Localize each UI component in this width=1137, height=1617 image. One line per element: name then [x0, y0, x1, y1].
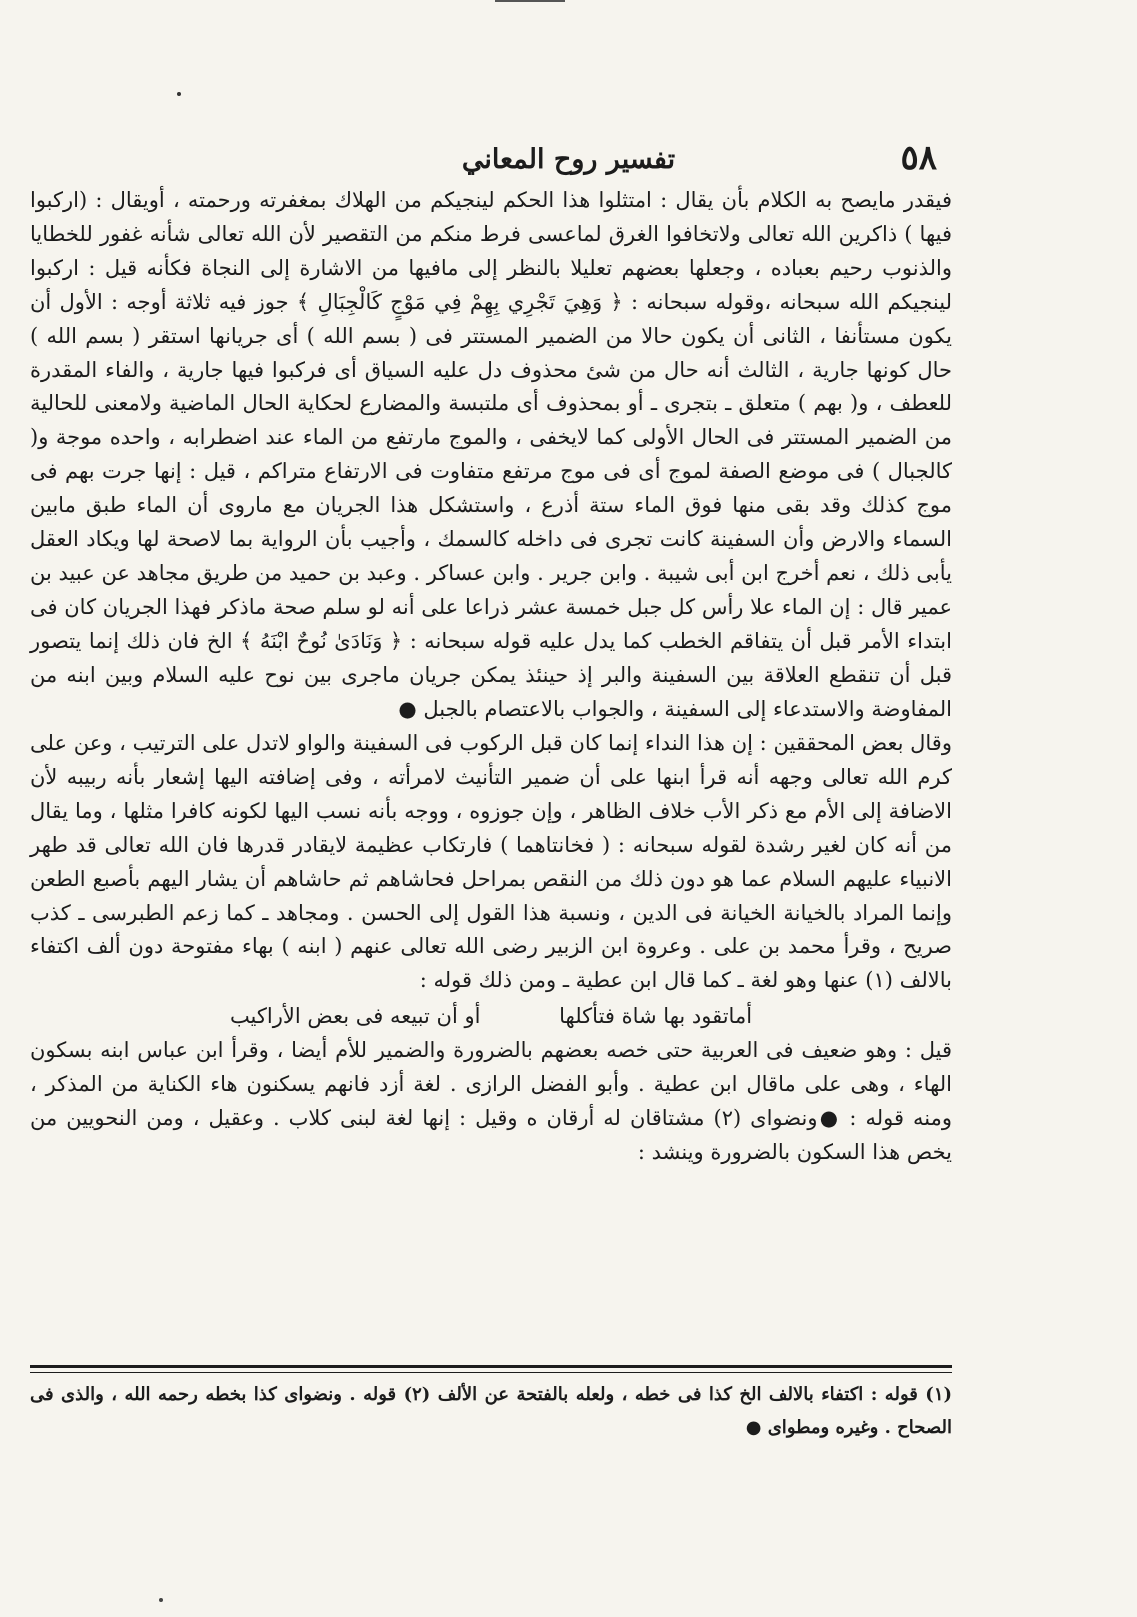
- footnote-separator-thin: [30, 1372, 952, 1373]
- body-paragraph-3: قيل : وهو ضعيف فى العربية حتى خصه بعضهم بالضرورة والضمير للأم أيضا ، وقرأ ابن عباس ابنه بسكون الهاء ، وهى على ماقال ابن عطية . وأبو الفضل الرازى . لغة أزد فانهم يسكنون هاء الكناية من المذكر ، ومنه قوله : ●ونضواى (٢) مشتاقان له أرقان ه وقيل : إنها لغة لبنى كلاب . وعقيل ، ومن النحويين من يخص هذا السكون بالضرورة وينشد :: [30, 1038, 952, 1164]
- footnote-separator-thick: [30, 1365, 952, 1368]
- page-speck: [159, 1598, 163, 1602]
- verse-hemistich-2: أو أن تبيعه فى بعض الأراكيب: [229, 1004, 481, 1029]
- verse-hemistich-1: أماتقود بها شاة فتأكلها: [559, 1004, 753, 1029]
- running-title: تفسير روح المعاني: [461, 144, 676, 175]
- verse-line: [30, 998, 952, 1034]
- page-number: ٥٨: [900, 138, 937, 178]
- body-paragraph-2: وقال بعض المحققين : إن هذا النداء إنما كان قبل الركوب فى السفينة والواو لاتدل على الترتيب ، وعن على كرم الله تعالى وجهه أنه قرأ ابنها على أن ضمير التأنيث لامرأته ، وفى إضافته اليها إشعار بأنه ربيبه لأن الاضافة إلى الأم مع ذكر الأب خلاف الظاهر ، وإن جوزوه ، ووجه بأنه نسب اليها لكونه كافرا مثلها ، وما يقال من أنه كان لغير رشدة لقوله سبحانه : ( فخانتاهما ) فارتكاب عظيمة لايقادر قدرها فان الله تعالى قد طهر الانبياء عليهم السلام عما هو دون ذلك من النقص بمراحل فحاشاهم ثم حاشاهم أن يشار اليهم بأصبع الطعن وإنما المراد بالخيانة الخيانة فى الدين ، ونسبة هذا القول إلى الحسن . ومجاهد ـ كما زعم الطبرسى ـ كذب صريح ، وقرأ محمد بن على . وعروة ابن الزبير رضى الله تعالى عنهم ( ابنه ) بهاء مفتوحة دون ألف اكتفاء بالالف (١) عنها وهو لغة ـ كما قال ابن عطية ـ ومن ذلك قوله :: [30, 731, 952, 993]
- body-flow: [30, 727, 952, 1170]
- footnote: (١) قوله : اكتفاء بالالف الخ كذا فى خطه ، ولعله بالفتحة عن الألف (٢) قوله . ونضواى كذا بخطه رحمه الله ، والذى فى الصحاح . وغيره ومطواى ●: [30, 1384, 953, 1438]
- top-decorative-rule: [495, 0, 565, 2]
- body-paragraph-1: فيقدر مايصح به الكلام بأن يقال : امتثلوا هذا الحكم لينجيكم من الهلاك بمغفرته ورحمته ، أويقال : (اركبوا فيها ) ذاكرين الله تعالى ولاتخافوا الغرق لماعسى فرط منكم من التقصير لأن الله تعالى شأنه غفور للخطايا والذنوب رحيم بعباده ، وجعلها بعضهم تعليلا بالنظر إلى مافيها من الاشارة إلى النجاة فكأنه قيل : اركبوا لينجيكم الله سبحانه ،وقوله سبحانه : ﴿ وَهِيَ تَجْرِي بِهِمْ فِي مَوْجٍ كَالْجِبَالِ ﴾ جوز فيه ثلاثة أوجه : الأول أن يكون مستأنفا ، الثانى أن يكون حالا من الضمير المستتر فى ( بسم الله ) أى جريانها استقر ( بسم الله ) حال كونها جارية ، الثالث أنه حال من شئ محذوف دل عليه السياق أى فركبوا فيها جارية ، والفاء المقدرة للعطف ، و( بهم ) متعلق ـ بتجرى ـ أو بمحذوف أى ملتبسة والمضارع لحكاية الحال الماضية ولامعنى للحالية من الضمير المستتر فى الحال الأولى كما لايخفى ، والموج مارتفع من الماء عند اضطرابه ، واحده موجة و( كالجبال ) فى موضع الصفة لموج أى فى موج مرتفع متفاوت فى الارتفاع متراكم ، قيل : إنها جرت بهم فى موج كذلك وقد بقى منها فوق الماء ستة أذرع ، واستشكل هذا الجريان مع ماروى أن الماء طبق مابين السماء والارض وأن السفينة كانت تجرى فى داخله كالسمك ، وأجيب بأن الرواية بما لاصحة لها ويكاد العقل يأبى ذلك ، نعم أخرج ابن أبى شيبة . وابن جرير . وابن عساكر . وعبد بن حميد من طريق مجاهد عن عبيد بن عمير قال : إن الماء علا رأس كل جبل خمسة عشر ذراعا على أنه لو سلم صحة ماذكر فهذا الجريان كان فى ابتداء الأمر قبل أن يتفاقم الخطب كما يدل عليه قوله سبحانه : ﴿ وَنَادَىٰ نُوحٌ ابْنَهُ ﴾ الخ فان ذلك إنما يتصور قبل أن تنقطع العلاقة بين السفينة والبر إذ حينئذ يمكن جريان ماجرى بين نوح عليه السلام وبين ابنه من المفاوضة والاستدعاء إلى السفينة ، والجواب بالاعتصام بالجبل ●: [30, 188, 952, 721]
- page-header: [30, 136, 1107, 182]
- page-speck: [177, 92, 181, 96]
